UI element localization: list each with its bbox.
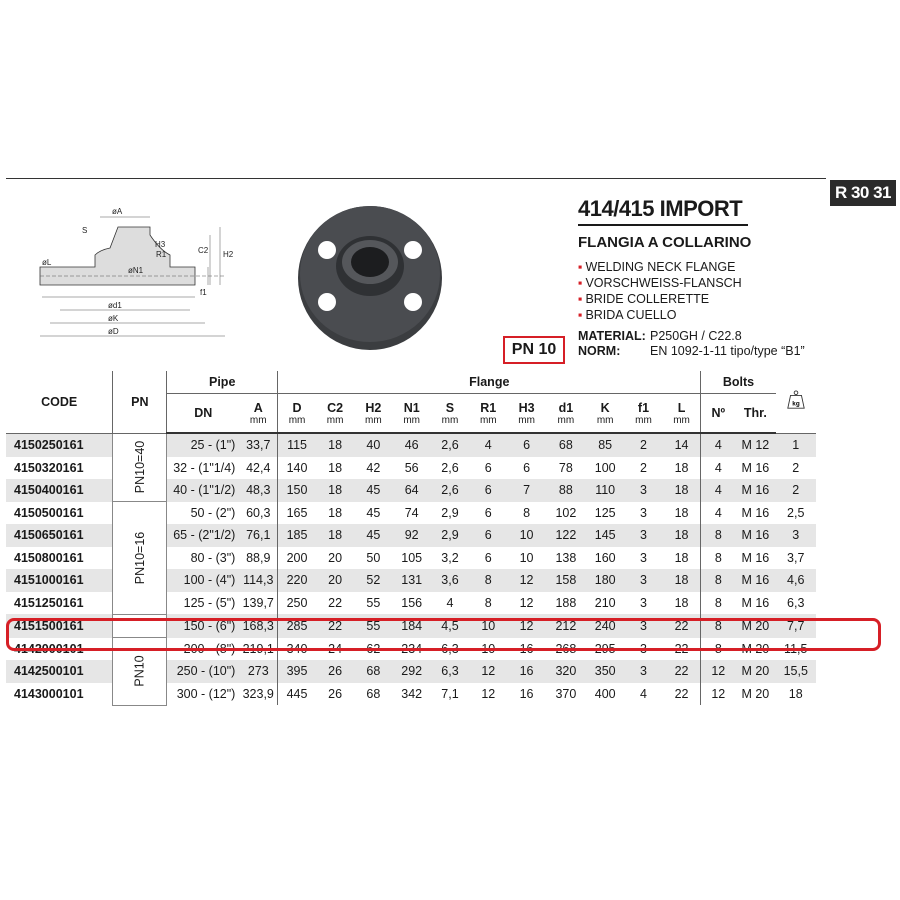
table-cell: 7 [507, 479, 545, 502]
table-cell: 100 - (4") [167, 569, 240, 592]
table-cell: 3 [624, 479, 662, 502]
table-cell: 102 [555, 505, 577, 520]
table-cell: 55 [366, 595, 381, 610]
table-cell: 3 [640, 550, 647, 565]
table-cell: 8 [469, 569, 507, 592]
table-cell: 18 [316, 524, 354, 547]
table-cell: 25 - (1") [167, 433, 240, 457]
table-cell: 250 [278, 592, 316, 615]
table-cell: 92 [393, 524, 431, 547]
table-cell: 400 [594, 686, 616, 701]
table-cell: 140 [278, 457, 316, 480]
table-cell: 6,3 [787, 595, 805, 610]
table-cell: 8 [701, 592, 735, 615]
name-spanish: ▪ BRIDA CUELLO [578, 307, 742, 323]
material-value: P250GH / C22.8 [650, 329, 742, 343]
table-cell: M 16 [741, 550, 770, 565]
label-H2: H2 [223, 250, 234, 259]
table-cell: 22 [328, 595, 343, 610]
pn-badge: PN 10 [503, 336, 565, 364]
title-underline [578, 224, 748, 226]
table-cell: 8 [701, 569, 735, 592]
table-cell: 3 [640, 595, 647, 610]
table-cell: 3,6 [431, 569, 469, 592]
pn-group-cell [113, 433, 167, 502]
label-oA: øA [112, 207, 123, 216]
code-cell: 4151500161 [6, 614, 113, 638]
col-r1: R1 mm [469, 394, 507, 434]
table-cell: 292 [393, 660, 431, 683]
table-cell: 50 [366, 550, 381, 565]
table-cell: 45 [354, 479, 392, 502]
col-bolt-count: Nº [701, 394, 735, 434]
table-cell: 165 [278, 502, 316, 525]
col-d1: d1 mm [546, 394, 586, 434]
table-cell: 340 [278, 638, 316, 661]
table-cell: 4,6 [776, 569, 817, 592]
table-cell: 22 [663, 660, 701, 683]
col-n1: N1 mm [393, 394, 431, 434]
table-cell: 145 [586, 524, 624, 547]
table-cell: 10 [481, 641, 496, 656]
table-cell: 2,9 [431, 524, 469, 547]
label-H3: H3 [155, 240, 166, 249]
table-cell: 4 [701, 433, 735, 457]
table-cell: 219,1 [242, 641, 274, 656]
table-cell: 2,6 [441, 460, 459, 475]
table-cell: M 12 [735, 433, 775, 457]
col-f1: f1 mm [624, 394, 662, 434]
pn-group-cell [113, 502, 167, 615]
table-cell: 10 [507, 524, 545, 547]
table-cell: 76,1 [239, 524, 277, 547]
header-group-pipe: Pipe [167, 371, 278, 394]
table-cell: 122 [546, 524, 586, 547]
table-cell: 50 - (2") [190, 505, 236, 520]
table-cell: 210 [594, 595, 616, 610]
table-cell: 20 [328, 550, 343, 565]
table-cell: 168,3 [239, 614, 277, 638]
table-cell: 20 [316, 569, 354, 592]
table-cell: 240 [586, 614, 624, 638]
table-cell: 2,5 [787, 505, 805, 520]
highlighted-row-outline [6, 618, 881, 651]
table-cell: 110 [586, 479, 624, 502]
table-cell: 55 [354, 614, 392, 638]
table-cell: 15,5 [776, 660, 817, 683]
code-cell: 4150800161 [14, 550, 84, 565]
table-cell: 74 [404, 505, 419, 520]
table-cell: 212 [546, 614, 586, 638]
table-cell: 8 [701, 524, 735, 547]
table-cell: 33,7 [239, 433, 277, 457]
table-cell: 188 [555, 595, 577, 610]
header-code: CODE [6, 371, 113, 433]
label-f1: f1 [200, 288, 207, 297]
table-cell: 6 [484, 550, 492, 565]
code-cell: 4150400161 [6, 479, 113, 502]
name-english: ▪ WELDING NECK FLANGE [578, 259, 742, 275]
table-cell: 3 [624, 524, 662, 547]
col-a: A mm [239, 394, 277, 434]
table-cell: 78 [558, 460, 573, 475]
table-cell: 3 [624, 614, 662, 638]
table-cell: 3 [624, 569, 662, 592]
reference-badge: R 30 31 [830, 180, 896, 206]
table-cell: 10 [519, 550, 534, 565]
table-cell: 184 [393, 614, 431, 638]
table-cell: 42 [366, 460, 381, 475]
table-cell: 200 - (8") [183, 641, 236, 656]
table-cell: 18 [674, 550, 689, 565]
table-cell: 88 [546, 479, 586, 502]
table-cell: 180 [586, 569, 624, 592]
table-cell: 52 [354, 569, 392, 592]
table-cell: 32 - (1"1/4) [173, 460, 236, 475]
table-cell: 220 [278, 569, 316, 592]
top-rule [6, 178, 826, 179]
code-cell: 4142000101 [14, 641, 84, 656]
label-R1: R1 [156, 250, 167, 259]
table-cell: 8 [484, 595, 492, 610]
table-cell: 156 [401, 595, 423, 610]
table-cell: 8 [701, 638, 735, 661]
table-cell: 12 [507, 569, 545, 592]
name-german: ▪ VORSCHWEISS-FLANSCH [578, 275, 742, 291]
table-cell: 80 - (3") [190, 550, 236, 565]
table-cell: 60,3 [246, 505, 271, 520]
table-cell: M 16 [741, 595, 770, 610]
table-cell: 62 [366, 641, 381, 656]
table-cell: 4 [469, 433, 507, 457]
table-cell: 370 [555, 686, 577, 701]
table-cell: 105 [401, 550, 423, 565]
table-body [6, 433, 816, 705]
translated-names-list [578, 259, 742, 323]
table-cell: M 16 [735, 569, 775, 592]
code-cell: 4151250161 [14, 595, 84, 610]
table-cell: 6 [469, 479, 507, 502]
table-cell: 6 [507, 433, 545, 457]
table-cell: 125 - (5") [183, 595, 236, 610]
table-cell: 18 [663, 479, 701, 502]
table-cell: 115 [278, 433, 316, 457]
table-cell: 6 [523, 460, 531, 475]
label-oD: øD [108, 327, 119, 336]
col-c2: C2 mm [316, 394, 354, 434]
table-cell: 4 [701, 457, 735, 480]
header-group-bolts: Bolts [701, 371, 776, 394]
table-cell: 8 [523, 505, 531, 520]
table-cell: 18 [316, 433, 354, 457]
col-h3: H3 mm [507, 394, 545, 434]
table-cell: M 16 [741, 460, 770, 475]
table-cell: 26 [328, 686, 343, 701]
table-cell: 40 - (1"1/2) [167, 479, 240, 502]
flange-product-image [285, 190, 455, 360]
label-oL: øL [42, 258, 52, 267]
table-cell: M 20 [741, 641, 770, 656]
table-cell: 22 [663, 614, 701, 638]
label-oN1: øN1 [128, 266, 144, 275]
table-cell: 234 [401, 641, 423, 656]
table-cell: 65 - (2"1/2) [167, 524, 240, 547]
table-cell: 16 [519, 641, 534, 656]
label-od1: ød1 [108, 301, 122, 310]
code-cell: 4143000101 [14, 686, 84, 701]
spec-block [578, 329, 805, 359]
label-C2: C2 [198, 246, 209, 255]
code-cell: 4150250161 [6, 433, 113, 457]
table-cell: 4,5 [431, 614, 469, 638]
table-cell: 320 [546, 660, 586, 683]
table-cell: 46 [393, 433, 431, 457]
table-cell: 3 [640, 641, 647, 656]
table-cell: M 20 [735, 614, 775, 638]
table-cell: 12 [701, 660, 735, 683]
table-cell: 150 - (6") [167, 614, 240, 638]
table-cell: 12 [519, 595, 534, 610]
table-cell: 11,5 [784, 641, 808, 656]
table-cell: 2,9 [441, 505, 459, 520]
table-cell: 138 [555, 550, 577, 565]
table-cell: 12 [469, 660, 507, 683]
table-cell: 150 [278, 479, 316, 502]
norm-value: EN 1092-1-11 tipo/type “B1” [650, 344, 805, 358]
table-cell: 2 [640, 460, 647, 475]
code-cell: 4150320161 [14, 460, 84, 475]
col-l: L mm [663, 394, 701, 434]
code-cell: 4142500101 [6, 660, 113, 683]
col-d: D mm [278, 394, 316, 434]
table-cell: M 16 [735, 479, 775, 502]
table-cell: 7,7 [776, 614, 817, 638]
table-cell: 131 [393, 569, 431, 592]
table-cell: 3 [776, 524, 817, 547]
table-cell: 139,7 [242, 595, 274, 610]
table-cell: 2,6 [431, 433, 469, 457]
table-cell: 45 [366, 505, 381, 520]
table-cell: 6 [484, 505, 492, 520]
table-cell: 3,7 [787, 550, 805, 565]
table-cell: 158 [546, 569, 586, 592]
table-cell: 4 [640, 686, 647, 701]
product-title: 414/415 IMPORT [578, 196, 743, 221]
table-cell: 12 [481, 686, 496, 701]
table-cell: 85 [586, 433, 624, 457]
table-cell: 18 [663, 569, 701, 592]
table-cell: 114,3 [239, 569, 277, 592]
table-cell: 26 [316, 660, 354, 683]
name-french: ▪ BRIDE COLLERETTE [578, 291, 742, 307]
table-cell: 18 [788, 686, 803, 701]
table-cell: 8 [701, 614, 735, 638]
norm-label: NORM: [578, 344, 621, 358]
table-cell: 6,3 [441, 641, 459, 656]
pn-group-label: PN10=40 [132, 441, 147, 494]
table-cell: M 20 [735, 660, 775, 683]
product-subtitle: FLANGIA A COLLARINO [578, 234, 752, 251]
table-cell: 40 [354, 433, 392, 457]
pn-group-label: PN10=16 [132, 531, 147, 584]
header-pn: PN [113, 371, 167, 433]
table-cell: 445 [278, 683, 316, 706]
table-cell: 2 [624, 433, 662, 457]
table-cell: 18 [674, 505, 689, 520]
table-cell: 3 [640, 505, 647, 520]
table-cell: 18 [674, 460, 689, 475]
table-cell: 285 [278, 614, 316, 638]
table-cell: 395 [278, 660, 316, 683]
table-cell: 22 [674, 686, 689, 701]
weight-icon-label: kg [792, 400, 800, 408]
table-cell: 16 [519, 686, 534, 701]
table-cell: 18 [674, 595, 689, 610]
table-cell: 64 [393, 479, 431, 502]
dimensions-table [6, 371, 816, 706]
table-cell: 295 [594, 641, 616, 656]
table-cell: 6 [469, 524, 507, 547]
table-cell: 18 [328, 460, 343, 475]
table-cell: M 16 [741, 505, 770, 520]
table-cell: 2 [776, 479, 817, 502]
table-cell: 18 [328, 505, 343, 520]
pn-group-label: PN10 [132, 655, 147, 687]
code-cell: 4151000161 [6, 569, 113, 592]
table-cell: 100 [594, 460, 616, 475]
table-cell: 14 [663, 433, 701, 457]
table-cell: 18 [316, 479, 354, 502]
table-cell: 16 [507, 660, 545, 683]
table-cell: 273 [239, 660, 277, 683]
table-row [6, 502, 816, 525]
table-cell: 4 [701, 502, 735, 525]
code-cell: 4150650161 [6, 524, 113, 547]
table-cell: 6 [484, 460, 492, 475]
table-cell: 88,9 [246, 550, 271, 565]
table-cell: 1 [776, 433, 817, 457]
table-cell: 12 [701, 683, 735, 706]
table-cell: 2 [792, 460, 800, 475]
table-cell: 48,3 [239, 479, 277, 502]
table-cell: 342 [401, 686, 423, 701]
table-cell: 3,2 [441, 550, 459, 565]
table-cell: 300 - (12") [176, 686, 236, 701]
table-cell: M 20 [741, 686, 770, 701]
label-S: S [82, 226, 88, 235]
table-cell: 7,1 [441, 686, 459, 701]
table-cell: 10 [469, 614, 507, 638]
col-dn: DN [167, 394, 240, 434]
table-cell: 12 [507, 614, 545, 638]
label-oK: øK [108, 314, 119, 323]
table-cell: 8 [701, 547, 735, 570]
table-cell: 4 [446, 595, 454, 610]
table-cell: 200 [278, 547, 316, 570]
table-cell: 68 [546, 433, 586, 457]
table-cell: 3 [624, 660, 662, 683]
table-cell: 24 [328, 641, 343, 656]
flange-technical-drawing [20, 205, 250, 350]
table-cell: 18 [663, 524, 701, 547]
table-cell: 45 [354, 524, 392, 547]
header-weight [776, 371, 817, 433]
table-cell: 268 [555, 641, 577, 656]
table-cell: 6,3 [431, 660, 469, 683]
table-cell: 350 [586, 660, 624, 683]
col-thread: Thr. [735, 394, 775, 434]
material-label: MATERIAL: [578, 329, 646, 343]
weight-icon [785, 390, 807, 410]
table-cell: M 16 [735, 524, 775, 547]
table-cell: 22 [674, 641, 689, 656]
table-cell: 160 [594, 550, 616, 565]
table-cell: 56 [404, 460, 419, 475]
col-s: S mm [431, 394, 469, 434]
col-k: K mm [586, 394, 624, 434]
table-cell: 68 [354, 660, 392, 683]
code-cell: 4150500161 [14, 505, 84, 520]
table-cell: 22 [316, 614, 354, 638]
table-cell: 2,6 [431, 479, 469, 502]
col-h2: H2 mm [354, 394, 392, 434]
table-cell: 250 - (10") [167, 660, 240, 683]
table-cell: 68 [366, 686, 381, 701]
table-row [6, 433, 816, 457]
table-cell: 185 [278, 524, 316, 547]
table-cell: 125 [594, 505, 616, 520]
table-cell: 42,4 [246, 460, 271, 475]
table-cell: 323,9 [242, 686, 274, 701]
header-group-flange: Flange [278, 371, 701, 394]
table-cell: 4 [701, 479, 735, 502]
